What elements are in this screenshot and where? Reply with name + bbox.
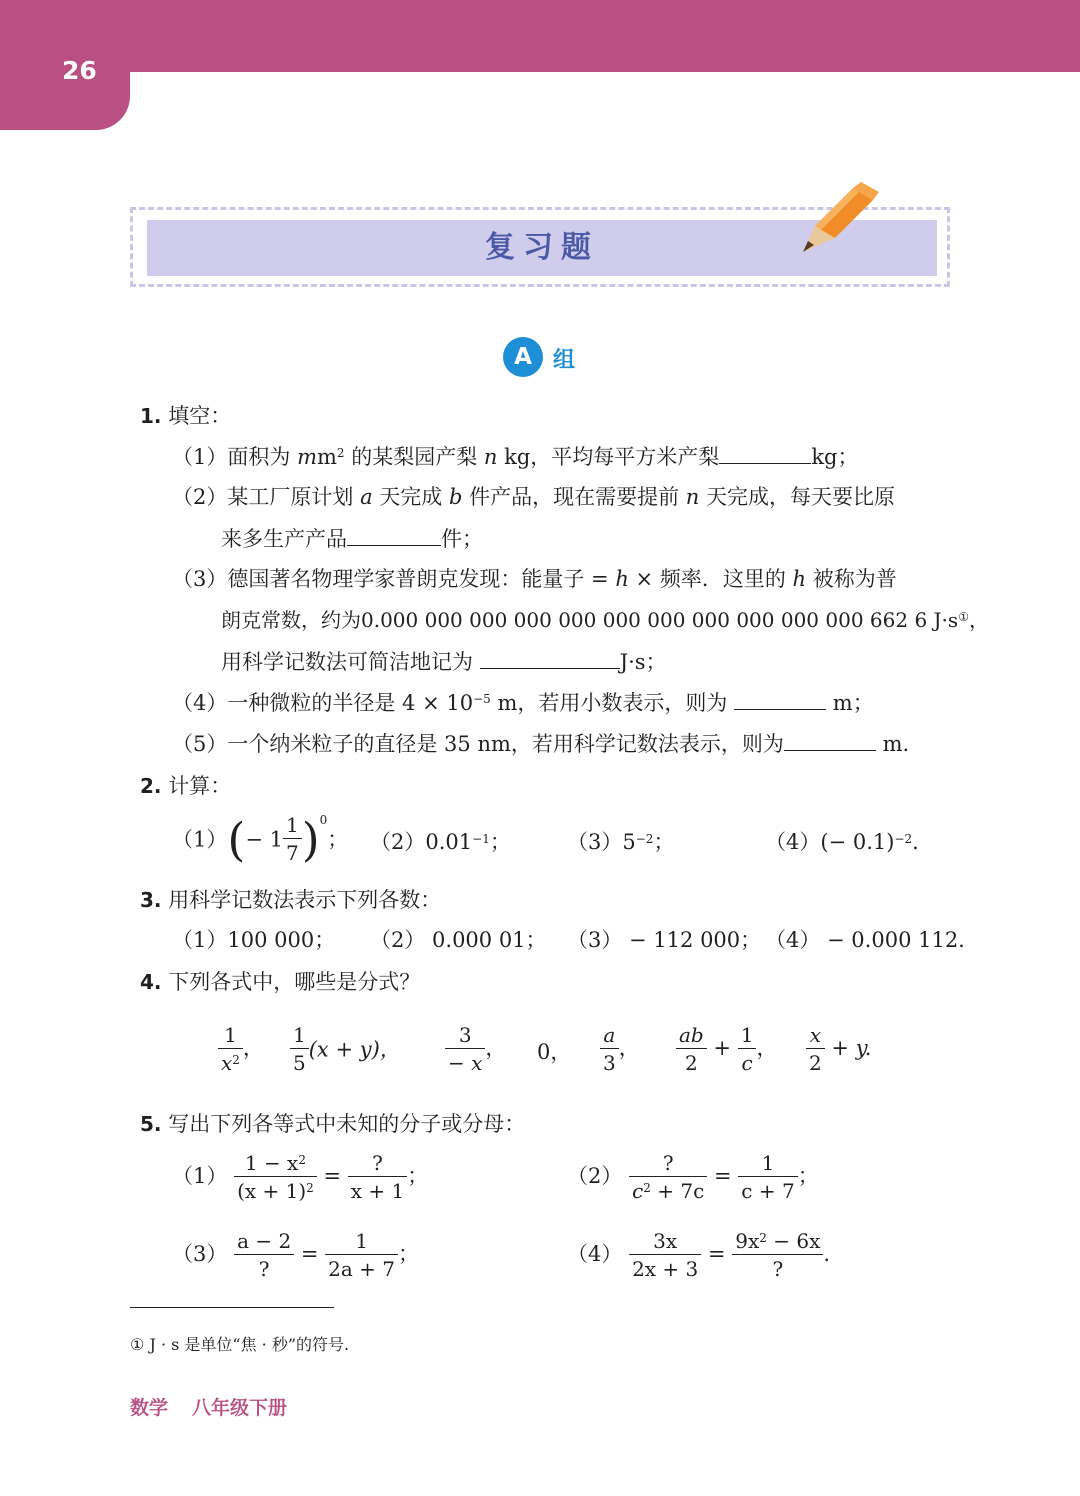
var-a: a bbox=[360, 485, 373, 509]
q1-4-unit: m； bbox=[832, 691, 874, 715]
q1-5-label: （5） bbox=[172, 732, 228, 756]
q1-1-text-c: 的某梨园产梨 bbox=[351, 445, 478, 469]
q1-5-unit: m. bbox=[882, 732, 910, 756]
q3-item-3: （3） − 112 000； bbox=[567, 928, 762, 952]
q1-3-text-b: × 频率．这里的 bbox=[635, 567, 786, 591]
q2-1-label: （1） bbox=[172, 827, 228, 852]
footnote-ref[interactable]: ① bbox=[958, 610, 969, 624]
q5-heading bbox=[140, 1110, 525, 1138]
q1-item-2 bbox=[172, 483, 895, 511]
q1-item-3-line2 bbox=[221, 606, 989, 634]
q2-heading bbox=[140, 772, 231, 800]
q5-item-1: （1） $\frac{1 - x^2}{(x + 1)^2}$ = $\frac{?}{x + 1}$ ； bbox=[172, 1151, 429, 1203]
q1-4-text-b: m，若用小数表示，则为 bbox=[497, 691, 728, 715]
q4-expr-5: $\frac{a}{3}$ ， bbox=[600, 1022, 640, 1077]
answer-blank[interactable] bbox=[734, 688, 826, 710]
q1-2-line2: 来多生产产品 bbox=[221, 527, 347, 551]
var-h: h bbox=[792, 567, 807, 591]
var-m: m bbox=[297, 445, 317, 469]
q1-3-line3: 用科学记数法可简洁地记为 bbox=[221, 650, 473, 674]
q3-title: 用科学记数法表示下列各数： bbox=[168, 888, 442, 912]
var-n: n bbox=[483, 445, 498, 469]
group-badge: A bbox=[503, 337, 543, 377]
q3-item-1: （1）100 000； bbox=[172, 928, 336, 952]
q3-number: 3. bbox=[140, 888, 162, 912]
section-title: 复习题 bbox=[485, 230, 599, 265]
q5-item-4: （4） $\frac{3x}{2x + 3}$ = $\frac{9x^2 - 6x}{?}$ . bbox=[567, 1229, 831, 1281]
q1-3-label: （3） bbox=[172, 567, 228, 591]
q5-number: 5. bbox=[140, 1112, 162, 1136]
q2-item-2: $(2)0.01^{-1}$； bbox=[370, 830, 511, 854]
q2-title: 计算： bbox=[168, 774, 232, 798]
q1-4-label: （4） bbox=[172, 691, 228, 715]
q1-2-text-b: 天完成 bbox=[379, 485, 443, 509]
q3-item-4: （4） − 0.000 112. bbox=[765, 928, 965, 952]
q1-2-label: （2） bbox=[172, 485, 228, 509]
answer-blank[interactable] bbox=[719, 442, 811, 464]
q1-1-text-a: 面积为 bbox=[227, 445, 291, 469]
q1-3-text-a: 德国著名物理学家普朗克发现：能量子 = bbox=[227, 567, 616, 591]
q1-2-text-c: 件产品，现在需要提前 bbox=[469, 485, 680, 509]
q1-item-1: （1）面积为 $mm^2$ 的某梨园产梨 n kg，平均每平方米产梨 kg； bbox=[172, 442, 858, 471]
q3-heading bbox=[140, 886, 441, 914]
unit-m: m bbox=[316, 445, 337, 469]
q1-2-text-a: 某工厂原计划 bbox=[227, 485, 354, 509]
q1-item-5 bbox=[172, 729, 909, 758]
q4-title: 下列各式中，哪些是分式？ bbox=[168, 970, 421, 994]
var-n: n bbox=[685, 485, 700, 509]
footnote bbox=[130, 1332, 349, 1355]
q1-1-text-d: kg，平均每平方米产梨 bbox=[504, 445, 720, 469]
q1-4-exponent: −5 bbox=[473, 692, 491, 706]
q4-heading bbox=[140, 968, 420, 996]
q2-item-3: $(3)5^{-2}$； bbox=[567, 830, 675, 854]
answer-blank[interactable] bbox=[347, 524, 441, 546]
q1-title: 填空： bbox=[168, 404, 232, 428]
q4-expr-7: $\frac{x}{2}$ + y. bbox=[806, 1022, 871, 1077]
q2-item-1: （1）(− 1 $\frac{1}{7}$ )$^0$； bbox=[172, 812, 349, 867]
q1-3-comma: ， bbox=[968, 608, 989, 632]
q1-3-text-c: 被称为普 bbox=[812, 567, 897, 591]
q1-item-2-line2 bbox=[221, 524, 483, 553]
planck-constant: 朗克常数，约为0.000 000 000 000 000 000 000 000 000 000 000 662 6 J·s bbox=[221, 608, 959, 632]
pencil-icon bbox=[795, 178, 885, 268]
q4-expr-6: $\frac{ab}{2}$ + $\frac{1}{c}$ ， bbox=[676, 1022, 777, 1077]
q4-number: 4. bbox=[140, 970, 162, 994]
q1-1-unit: kg； bbox=[811, 445, 859, 469]
q5-item-3: （3） $\frac{a - 2}{?}$ = $\frac{1}{2a + 7}$ ； bbox=[172, 1229, 420, 1281]
q1-2-unit: 件； bbox=[441, 527, 483, 551]
q2-number: 2. bbox=[140, 774, 162, 798]
page-number: 26 bbox=[62, 56, 97, 85]
q4-expr-1: $\frac{1}{x^2}$ ， bbox=[218, 1022, 264, 1077]
footnote-divider bbox=[130, 1307, 334, 1308]
q1-2-text-d: 天完成，每天要比原 bbox=[706, 485, 896, 509]
q5-title: 写出下列各等式中未知的分子或分母： bbox=[168, 1112, 526, 1136]
answer-blank[interactable] bbox=[480, 647, 620, 669]
footnote-mark: ① bbox=[130, 1335, 145, 1354]
q4-expr-4: 0， bbox=[537, 1040, 572, 1064]
header-bar bbox=[0, 0, 1080, 72]
q1-item-3 bbox=[172, 565, 897, 593]
q1-4-text-a: 一种微粒的半径是 4 × 10 bbox=[227, 691, 474, 715]
footer-subject: 数学 bbox=[130, 1397, 169, 1419]
footnote-text: J · s 是单位“焦 · 秒”的符号. bbox=[149, 1335, 350, 1354]
footer-grade: 八年级下册 bbox=[192, 1397, 288, 1419]
q1-number: 1. bbox=[140, 404, 162, 428]
q2-1-whole: − 1 bbox=[245, 827, 283, 852]
q1-3-unit: J·s； bbox=[619, 650, 667, 674]
q2-item-4: $(4)(- 0.1)^{-2}$. bbox=[765, 830, 919, 854]
q2-1-exponent: 0 bbox=[319, 813, 328, 827]
answer-blank[interactable] bbox=[784, 729, 876, 751]
group-label: 组 bbox=[553, 348, 576, 373]
var-b: b bbox=[448, 485, 463, 509]
book-footer bbox=[130, 1393, 287, 1420]
q1-1-label: （1） bbox=[172, 445, 228, 469]
q1-5-text-a: 一个纳米粒子的直径是 35 nm，若用科学记数法表示，则为 bbox=[227, 732, 784, 756]
var-h: h bbox=[615, 567, 629, 591]
q3-item-2: （2） 0.000 01； bbox=[370, 928, 547, 952]
q4-expr-3: $\frac{3}{- x}$ ， bbox=[445, 1022, 506, 1077]
q1-item-3-line3 bbox=[221, 647, 667, 676]
fraction: $\frac{1}{7}$ bbox=[283, 812, 302, 867]
q1-heading bbox=[140, 402, 231, 430]
q1-item-4 bbox=[172, 688, 874, 717]
q4-expr-2: $\frac{1}{5}$ (x + y)， bbox=[290, 1022, 401, 1077]
q5-item-2: （2） $\frac{?}{c^2 + 7c}$ = $\frac{1}{c + 7}$ ； bbox=[567, 1151, 819, 1203]
